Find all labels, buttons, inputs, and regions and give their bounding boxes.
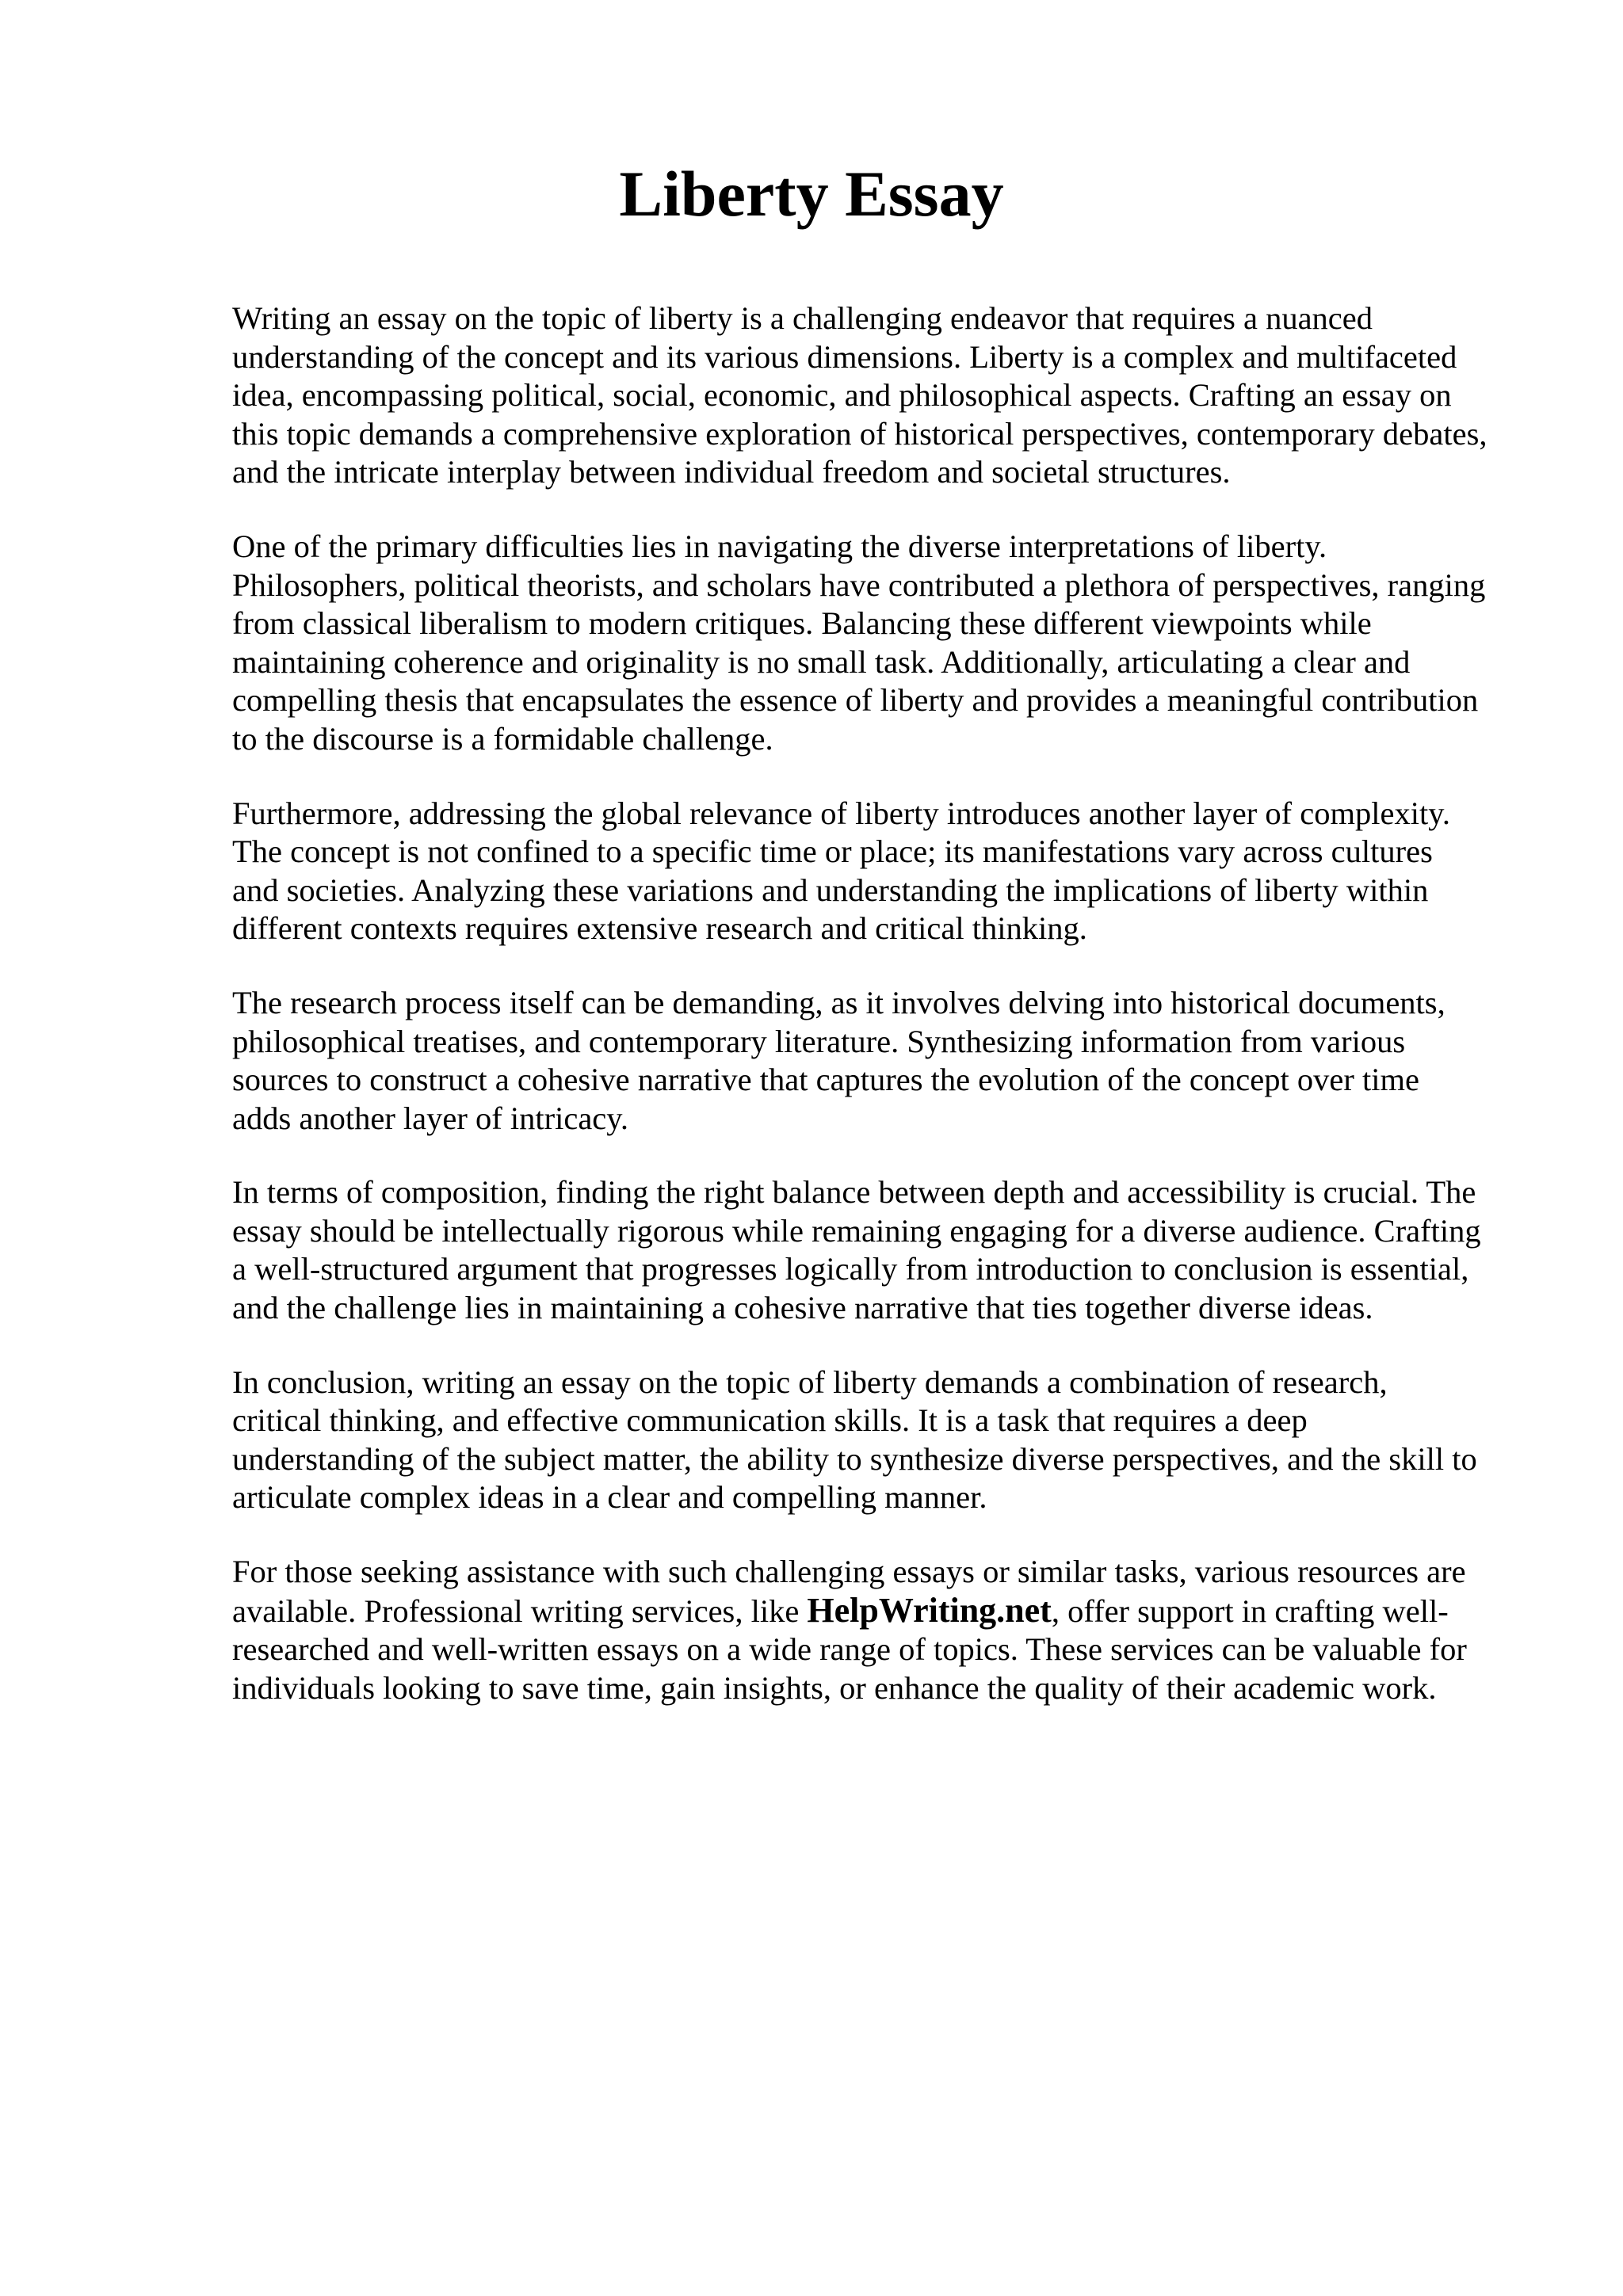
text-line: different contexts requires extensive research and critical thinking. [232, 910, 1087, 947]
text-line: individuals looking to save time, gain insights, or enhance the quality of their academic work. [232, 1669, 1437, 1706]
paragraph-3 [232, 795, 1532, 948]
text-line: this topic demands a comprehensive exploration of historical perspectives, contemporary debates, [232, 415, 1487, 452]
text-line: For those seeking assistance with such challenging essays or similar tasks, various resources are [232, 1554, 1466, 1590]
text-line: compelling thesis that encapsulates the essence of liberty and provides a meaningful contribution [232, 682, 1479, 719]
text-line: a well-structured argument that progresses logically from introduction to conclusion is essential, [232, 1251, 1469, 1287]
text-line: sources to construct a cohesive narrative that captures the evolution of the concept over time [232, 1062, 1419, 1098]
paragraph-5 [232, 1173, 1532, 1327]
text-line: and societies. Analyzing these variations and understanding the implications of liberty within [232, 871, 1429, 908]
page-title: Liberty Essay [619, 158, 1004, 230]
paragraph-4 [232, 984, 1532, 1138]
text-line: understanding of the subject matter, the ability to synthesize diverse perspectives, and the skill to [232, 1440, 1477, 1477]
text-segment: , offer support in crafting well- [1051, 1592, 1449, 1629]
text-line: and the challenge lies in maintaining a cohesive narrative that ties together diverse ideas. [232, 1290, 1373, 1326]
paragraph-7 [232, 1553, 1532, 1707]
text-line: adds another layer of intricacy. [232, 1100, 629, 1136]
text-line: The research process itself can be demanding, as it involves delving into historical documents, [232, 984, 1445, 1020]
text-line: researched and well-written essays on a wide range of topics. These services can be valuable for [232, 1631, 1467, 1668]
text-line: and the intricate interplay between individual freedom and societal structures. [232, 454, 1231, 490]
text-line: philosophical treatises, and contemporary literature. Synthesizing information from various [232, 1023, 1406, 1059]
text-line [232, 1592, 1532, 1631]
text-line: essay should be intellectually rigorous while remaining engaging for a diverse audience. Crafting [232, 1212, 1481, 1249]
essay-body [232, 299, 1532, 1743]
text-line: One of the primary difficulties lies in navigating the diverse interpretations of liberty. [232, 528, 1327, 564]
paragraph-6 [232, 1363, 1532, 1517]
text-line: Writing an essay on the topic of liberty is a challenging endeavor that requires a nuanced [232, 300, 1373, 336]
text-line: idea, encompassing political, social, economic, and philosophical aspects. Crafting an essay on [232, 377, 1452, 414]
text-line: articulate complex ideas in a clear and compelling manner. [232, 1479, 987, 1516]
text-line: The concept is not confined to a specific time or place; its manifestations vary across cultures [232, 833, 1433, 870]
text-line: critical thinking, and effective communication skills. It is a task that requires a deep [232, 1402, 1308, 1439]
text-line: In terms of composition, finding the right balance between depth and accessibility is crucial. The [232, 1174, 1476, 1211]
text-line: maintaining coherence and originality is no small task. Additionally, articulating a clear and [232, 643, 1411, 680]
paragraph-2 [232, 528, 1532, 759]
text-line: to the discourse is a formidable challenge. [232, 720, 773, 757]
text-line: Furthermore, addressing the global relevance of liberty introduces another layer of complexity. [232, 795, 1450, 831]
text-line: understanding of the concept and its various dimensions. Liberty is a complex and multifaceted [232, 338, 1457, 375]
helpwriting-link[interactable]: HelpWriting.net [807, 1590, 1052, 1630]
paragraph-1 [232, 299, 1532, 492]
text-line: Philosophers, political theorists, and scholars have contributed a plethora of perspectives, ranging [232, 566, 1486, 603]
text-line: In conclusion, writing an essay on the topic of liberty demands a combination of research, [232, 1363, 1388, 1400]
text-segment: available. Professional writing services, like [232, 1592, 808, 1629]
text-line: from classical liberalism to modern critiques. Balancing these different viewpoints while [232, 605, 1372, 642]
